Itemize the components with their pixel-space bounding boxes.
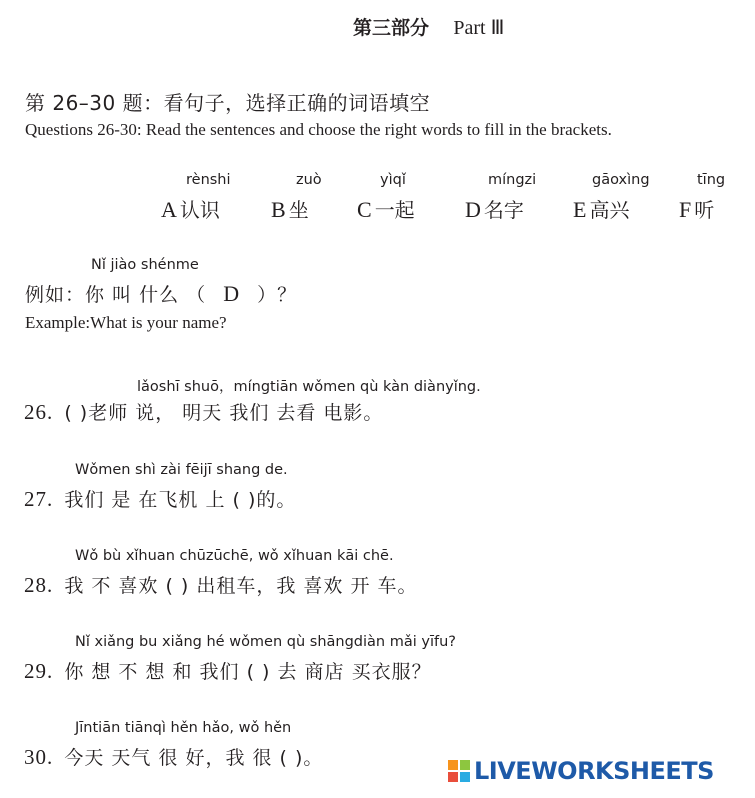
question-29	[24, 657, 432, 684]
example-en: Example:What is your name?	[25, 313, 227, 332]
question-text: 你 想 不 想 和 我们 ( ) 去 商店 买衣服？	[64, 661, 432, 683]
option-letter: C	[357, 197, 372, 222]
option-word: 认识	[179, 198, 220, 222]
question-30	[24, 743, 323, 770]
question-text: 我 不 喜欢 ( ) 出租车，我 喜欢 开 车。	[64, 575, 418, 597]
option-letter: D	[465, 197, 481, 222]
liveworksheets-text: LIVEWORKSHEETS	[474, 757, 714, 785]
option-letter: A	[161, 197, 177, 222]
question-text: 今天 天气 很 好，我 很 ( )。	[64, 747, 324, 769]
question-28	[24, 571, 418, 598]
option-c-pinyin: yìqǐ	[380, 172, 406, 188]
option-d	[465, 194, 524, 223]
question-text: 我们 是 在飞机 上 ( )的。	[64, 489, 297, 511]
question-number: 29.	[24, 659, 54, 683]
option-word: 听	[694, 198, 715, 222]
example-pinyin: Nǐ jiào shénme	[91, 257, 199, 273]
question-26-pinyin: lǎoshī shuō，míngtiān wǒmen qù kàn diànyǐng.	[137, 379, 481, 395]
instructions-cn: 第 26–30 题：看句子，选择正确的词语填空	[25, 91, 431, 115]
option-e	[573, 194, 629, 223]
question-26	[24, 398, 383, 425]
question-28-pinyin: Wǒ bù xǐhuan chūzūchē, wǒ xǐhuan kāi chē.	[75, 548, 394, 564]
example-text-b: ）？	[257, 284, 298, 306]
option-c	[357, 194, 415, 223]
question-text: ( )老师 说， 明天 我们 去看 电影。	[64, 402, 384, 424]
page-title	[353, 13, 504, 40]
example-text-a: 你 叫 什么 （	[85, 284, 207, 306]
option-letter: E	[573, 197, 587, 222]
question-number: 30.	[24, 745, 54, 769]
example-label: 例如：	[25, 284, 86, 306]
example-sentence	[25, 280, 297, 307]
option-b-pinyin: zuò	[296, 172, 322, 188]
option-f-pinyin: tīng	[697, 172, 726, 188]
part-title-cn: 第三部分	[353, 17, 430, 39]
option-word: 坐	[288, 198, 309, 222]
option-word: 高兴	[589, 198, 630, 222]
option-word: 一起	[374, 198, 415, 222]
question-29-pinyin: Nǐ xiǎng bu xiǎng hé wǒmen qù shāngdiàn mǎi yīfu?	[75, 634, 456, 650]
question-number: 26.	[24, 400, 54, 424]
liveworksheets-mark-icon	[448, 760, 470, 782]
option-a	[161, 194, 220, 223]
option-letter: F	[679, 197, 692, 222]
option-a-pinyin: rènshi	[186, 172, 231, 188]
option-e-pinyin: gāoxìng	[592, 172, 650, 188]
example-answer: D	[223, 281, 241, 306]
option-letter: B	[271, 197, 286, 222]
option-word: 名字	[483, 198, 524, 222]
liveworksheets-logo	[448, 757, 714, 785]
question-27-pinyin: Wǒmen shì zài fēijī shang de.	[75, 462, 288, 478]
question-number: 28.	[24, 573, 54, 597]
instructions-en: Questions 26-30: Read the sentences and choose the right words to fill in the brackets.	[25, 120, 612, 139]
question-number: 27.	[24, 487, 54, 511]
question-27	[24, 485, 296, 512]
option-b	[271, 194, 309, 223]
part-title-en: Part Ⅲ	[453, 17, 505, 39]
question-30-pinyin: Jīntiān tiānqì hěn hǎo, wǒ hěn	[75, 720, 292, 736]
option-f	[679, 194, 714, 223]
option-d-pinyin: míngzi	[488, 172, 537, 188]
